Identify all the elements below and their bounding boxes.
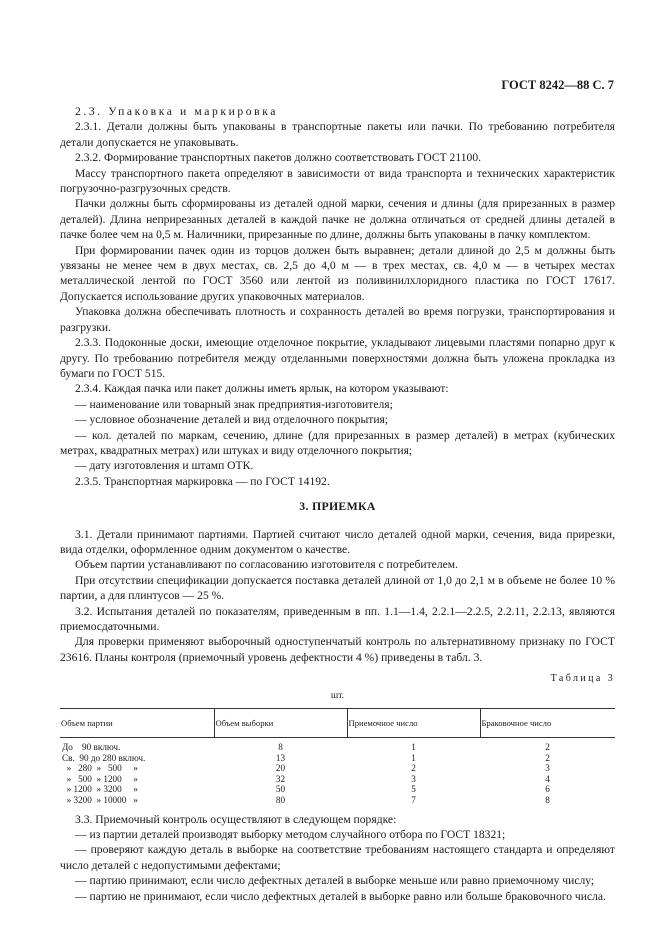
- table-row: [60, 738, 615, 753]
- sampling-table: [60, 708, 615, 806]
- cell-sample-size: 50: [275, 784, 286, 795]
- list-item: — наименование или товарный знак предприятия-изготовителя;: [75, 397, 393, 411]
- paragraph: При отсутствии спецификации допускается поставка деталей длиной от 1,0 до 2,1 м в объеме не более 10 % партии, а для плинтусов — 25 %.: [60, 573, 615, 603]
- list-item: — условное обозначение деталей и вид отделочного покрытия;: [75, 413, 389, 427]
- section-2-3-title: 2.3. Упаковка и маркировка: [75, 105, 279, 118]
- table-row: [60, 795, 615, 806]
- table-unit: шт.: [330, 690, 345, 701]
- list-item: — партию принимают, если число дефектных деталей в выборке меньше или равно приемочному числу;: [75, 874, 595, 888]
- cell-acceptance-number: 1: [411, 752, 416, 763]
- list-item: — кол. деталей по маркам, сечению, длине (для прирезанных в размер деталей) в метрах (кубических метрах, квадратных метрах) или штуках и виду отделочного покрытия;: [60, 428, 615, 457]
- cell-rejection-number: 3: [545, 763, 550, 774]
- table-row: [60, 784, 615, 795]
- cell-acceptance-number: 2: [411, 763, 416, 774]
- list-item: — проверяют каждую деталь в выборке на соответствие требованиям настоящего стандарта и определяют число деталей с недопустимыми дефектами;: [60, 843, 615, 872]
- paragraph: 3.1. Детали принимают партиями. Партией считают число деталей одной марки, сечения, вида прирезки, вида отделки, оформленное одним документом о качестве.: [60, 527, 615, 556]
- paragraph: 2.3.5. Транспортная маркировка — по ГОСТ 14192.: [75, 474, 330, 488]
- page-content: [60, 104, 615, 904]
- cell-sample-size: 80: [275, 795, 286, 805]
- cell-acceptance-number: 3: [411, 773, 416, 784]
- table-header-row: [60, 709, 615, 738]
- header-sample-size: Объем выборки: [214, 709, 347, 738]
- table-caption: Таблица 3: [550, 673, 615, 685]
- list-item: — из партии деталей производят выборку методом случайного отбора по ГОСТ 18321;: [75, 828, 506, 841]
- cell-rejection-number: 2: [545, 752, 550, 763]
- cell-lot-size: » 280 » 500 »: [62, 763, 138, 774]
- cell-rejection-number: 2: [545, 742, 550, 753]
- page-header: ГОСТ 8242—88 С. 7: [501, 78, 614, 92]
- paragraph: 2.3.1. Детали должны быть упакованы в транспортные пакеты или пачки. По требованию потребителя детали допускается не упаковывать.: [60, 120, 615, 149]
- paragraph: Объем партии устанавливают по согласованию изготовителя с потребителем.: [75, 558, 458, 572]
- cell-acceptance-number: 7: [411, 795, 416, 805]
- paragraph: Массу транспортного пакета определяют в зависимости от вида транспорта и технических характеристик погрузочно-разгрузочных средств.: [60, 166, 615, 196]
- cell-rejection-number: 6: [545, 784, 550, 795]
- paragraph: 2.3.3. Подоконные доски, имеющие отделочное покрытие, укладывают лицевыми пластями попарно друг к другу. По требованию потребителя между отделанными поверхностями должна быть уложена прокладка из бумаги по ГОСТ 515.: [60, 336, 615, 380]
- cell-rejection-number: 4: [545, 773, 550, 784]
- cell-lot-size: » 3200 » 10000 »: [62, 795, 138, 805]
- section-3-title: 3. ПРИЕМКА: [299, 499, 376, 514]
- list-item: — дату изготовления и штамп ОТК.: [75, 459, 254, 473]
- cell-sample-size: 13: [275, 752, 286, 763]
- table-row: [60, 753, 615, 764]
- cell-lot-size: До 90 включ.: [62, 742, 121, 753]
- paragraph: 2.3.2. Формирование транспортных пакетов должно соответствовать ГОСТ 21100.: [75, 151, 482, 165]
- cell-lot-size: » 500 » 1200 »: [62, 773, 138, 784]
- table-row: [60, 774, 615, 785]
- section-3-3: [60, 812, 615, 904]
- cell-lot-size: Св. 90 до 280 включ.: [62, 752, 146, 763]
- cell-sample-size: 32: [275, 773, 286, 784]
- table-row: [60, 763, 615, 774]
- header-acceptance-number: Приемочное число: [347, 709, 480, 738]
- paragraph: 3.2. Испытания деталей по показателям, приведенным в пп. 1.1—1.4, 2.2.1—2.2.5, 2.2.11, 2.2.13, являются приемосдаточными.: [60, 604, 615, 633]
- cell-rejection-number: 8: [545, 795, 550, 805]
- paragraph: Упаковка должна обеспечивать плотность и сохранность деталей во время погрузки, транспортирования и разгрузки.: [60, 305, 615, 334]
- paragraph: 2.3.4. Каждая пачка или пакет должны иметь ярлык, на котором указывают:: [75, 382, 449, 396]
- header-lot-size: Объем партии: [60, 709, 214, 738]
- cell-sample-size: 20: [275, 763, 286, 774]
- list-item: — партию не принимают, если число дефектных деталей в выборке равно или больше браковочного числа.: [75, 889, 606, 903]
- paragraph: Для проверки применяют выборочный одноступенчатый контроль по альтернативному признаку по ГОСТ 23616. Планы контроля (приемочный уровень дефектности 4 %) приведены в табл. 3.: [60, 635, 615, 664]
- paragraph: При формировании пачек один из торцов должен быть выравнен; детали длиной до 2,5 м должны быть увязаны не менее чем в двух местах, св. 2,5 до 4,0 м — в трех местах, св. 4,0 м — в четырех местах металлической лентой по ГОСТ 3560 или лентой из поливинилхлоридного пластика по ГОСТ 17617. Допускается использование других упаковочных материалов.: [60, 243, 615, 303]
- paragraph: 3.3. Приемочный контроль осуществляют в следующем порядке:: [75, 812, 397, 826]
- cell-acceptance-number: 5: [411, 784, 416, 795]
- cell-sample-size: 8: [278, 742, 283, 753]
- header-rejection-number: Браковочное число: [480, 709, 615, 738]
- paragraph: Пачки должны быть сформированы из деталей одной марки, сечения и длины (для прирезанных в размер деталей). Длина неприрезанных деталей в каждой пачке не должна отличаться от средней длины деталей в пачке более чем на 0,5 м. Наличники, прирезанные по длине, должны быть упакованы в пачку комплектом.: [60, 197, 615, 242]
- cell-acceptance-number: 1: [411, 742, 416, 753]
- cell-lot-size: » 1200 » 3200 »: [62, 784, 138, 795]
